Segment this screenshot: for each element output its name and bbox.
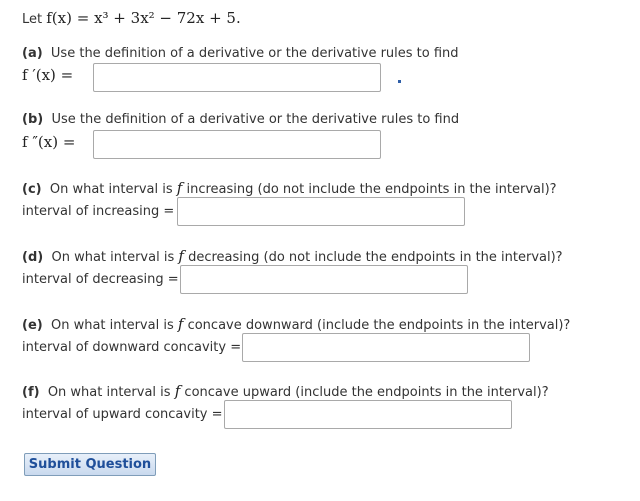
increasing-interval-input[interactable]: [177, 197, 465, 226]
part-e-question: [22, 315, 570, 333]
problem-statement: [22, 9, 241, 27]
part-d-field-label: interval of decreasing =: [22, 272, 179, 287]
part-d-text-after: decreasing (do not include the endpoints in the interval)?: [188, 250, 563, 265]
part-f-f: f: [174, 382, 181, 400]
part-b-question: [22, 112, 459, 127]
part-f-tag: (f): [22, 385, 40, 400]
function-expression: f(x) = x³ + 3x² − 72x + 5.: [46, 9, 241, 27]
part-e-field-label: interval of downward concavity =: [22, 340, 242, 355]
part-f-text-before: On what interval is: [47, 385, 171, 400]
part-e-text-after: concave downward (include the endpoints in the interval)?: [187, 318, 571, 333]
part-d-tag: (d): [22, 250, 44, 265]
part-a-tag: (a): [22, 46, 43, 61]
part-b-tag: (b): [22, 112, 44, 127]
part-c-text-before: On what interval is: [49, 182, 173, 197]
part-f-question: [22, 382, 549, 400]
part-e-text-before: On what interval is: [50, 318, 174, 333]
part-f-text-after: concave upward (include the endpoints in the interval)?: [184, 385, 549, 400]
downward-concavity-input[interactable]: [242, 333, 530, 362]
submit-question-button[interactable]: Submit Question: [24, 453, 156, 476]
part-d-f: f: [178, 247, 184, 265]
part-c-f: f: [176, 179, 183, 197]
second-derivative-input[interactable]: [93, 130, 381, 159]
part-b-field-label: f ″(x) =: [22, 133, 76, 151]
part-a-field-label: f ′(x) =: [22, 66, 74, 84]
part-b-text: Use the definition of a derivative or the derivative rules to find: [51, 112, 460, 127]
part-d-question: [22, 247, 563, 265]
part-e-tag: (e): [22, 318, 43, 333]
part-c-text-after: increasing (do not include the endpoints in the interval)?: [186, 182, 557, 197]
part-c-tag: (c): [22, 182, 42, 197]
upward-concavity-input[interactable]: [224, 400, 512, 429]
part-a-question: [22, 46, 459, 61]
answer-indicator-icon: [398, 80, 401, 83]
let-label: Let: [22, 12, 43, 27]
part-a-text: Use the definition of a derivative or the derivative rules to find: [50, 46, 459, 61]
part-c-field-label: interval of increasing =: [22, 204, 175, 219]
part-f-field-label: interval of upward concavity =: [22, 407, 223, 422]
part-e-f: f: [177, 315, 184, 333]
part-d-text-before: On what interval is: [51, 250, 175, 265]
decreasing-interval-input[interactable]: [180, 265, 468, 294]
part-c-question: [22, 179, 557, 197]
first-derivative-input[interactable]: [93, 63, 381, 92]
